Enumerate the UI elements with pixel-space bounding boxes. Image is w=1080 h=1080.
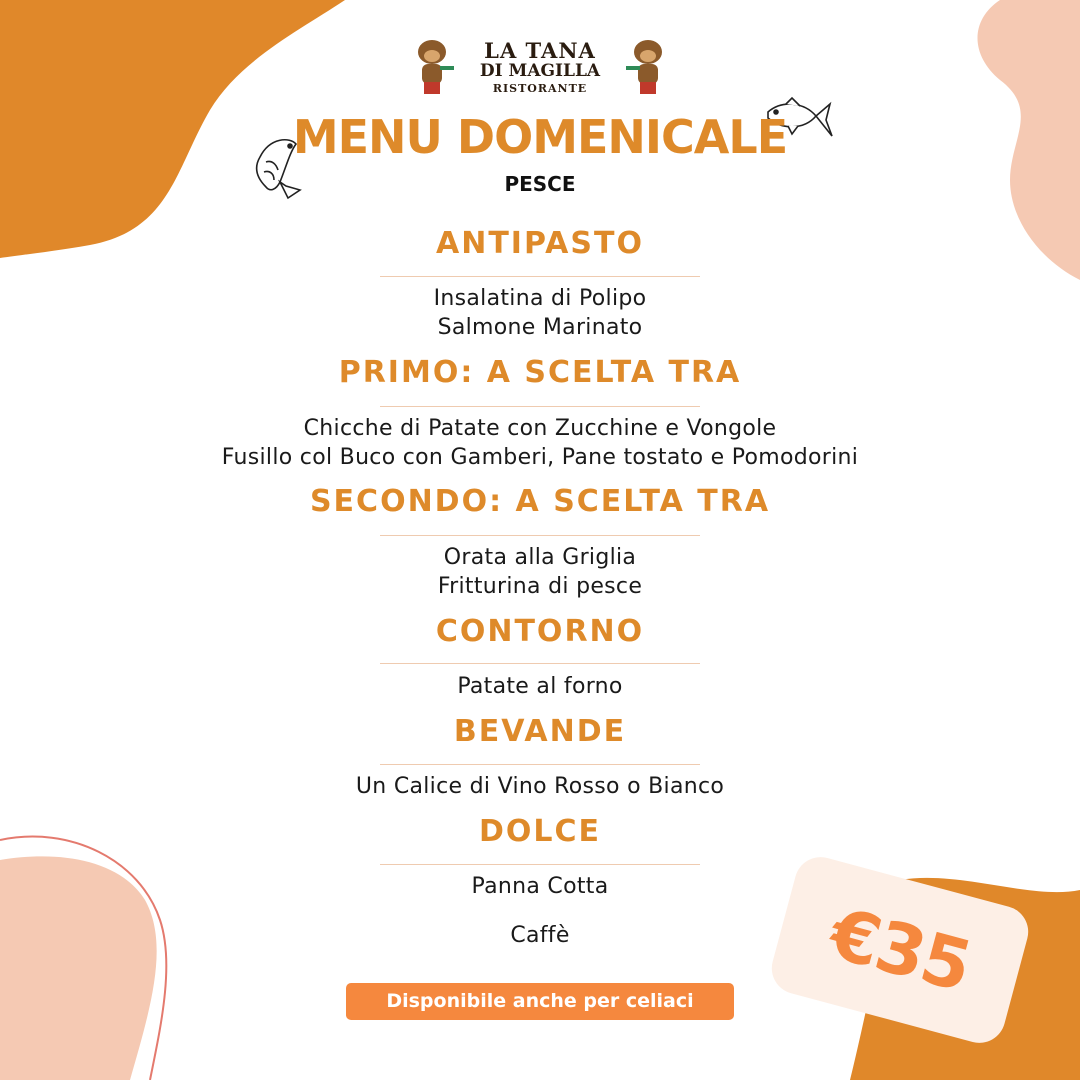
menu-item: Un Calice di Vino Rosso o Bianco: [355, 774, 725, 799]
section-divider: [380, 864, 700, 865]
price-label: €35: [821, 892, 979, 1008]
menu-item: Patate al forno: [457, 674, 623, 699]
menu-item: Fritturina di pesce: [437, 574, 643, 599]
section-heading-primo: PRIMO: A SCELTA TRA: [338, 355, 742, 390]
menu-item: Caffè: [510, 923, 570, 948]
menu-item: Chicche di Patate con Zucchine e Vongole: [303, 416, 777, 441]
logo-subtitle: DI MAGILLA: [479, 61, 601, 81]
restaurant-logo: [410, 34, 670, 104]
section-divider: [380, 276, 700, 277]
menu-item: Panna Cotta: [471, 874, 609, 899]
menu-item: Orata alla Griglia: [443, 545, 637, 570]
bottom-left-pink-blob: [0, 856, 157, 1080]
menu-item: Fusillo col Buco con Gamberi, Pane tostato e Pomodorini: [221, 445, 859, 470]
section-heading-bevande: BEVANDE: [453, 714, 627, 749]
section-divider: [380, 663, 700, 664]
section-heading-dolce: DOLCE: [478, 814, 602, 849]
section-heading-antipasto: ANTIPASTO: [436, 226, 644, 261]
logo-title: LA TANA: [484, 38, 596, 63]
logo-tagline: RISTORANTE: [492, 82, 588, 95]
section-heading-contorno: CONTORNO: [435, 614, 645, 649]
top-right-pink-blob: [978, 0, 1080, 280]
section-divider: [380, 406, 700, 407]
menu-subtitle: PESCE: [504, 172, 576, 196]
section-divider: [380, 764, 700, 765]
section-divider: [380, 535, 700, 536]
menu-item: Salmone Marinato: [437, 315, 643, 340]
section-heading-secondo: SECONDO: A SCELTA TRA: [309, 484, 771, 519]
menu-item: Insalatina di Polipo: [433, 286, 647, 311]
celiac-badge: Disponibile anche per celiaci: [346, 983, 734, 1020]
menu-title: MENU DOMENICALE: [292, 110, 788, 164]
